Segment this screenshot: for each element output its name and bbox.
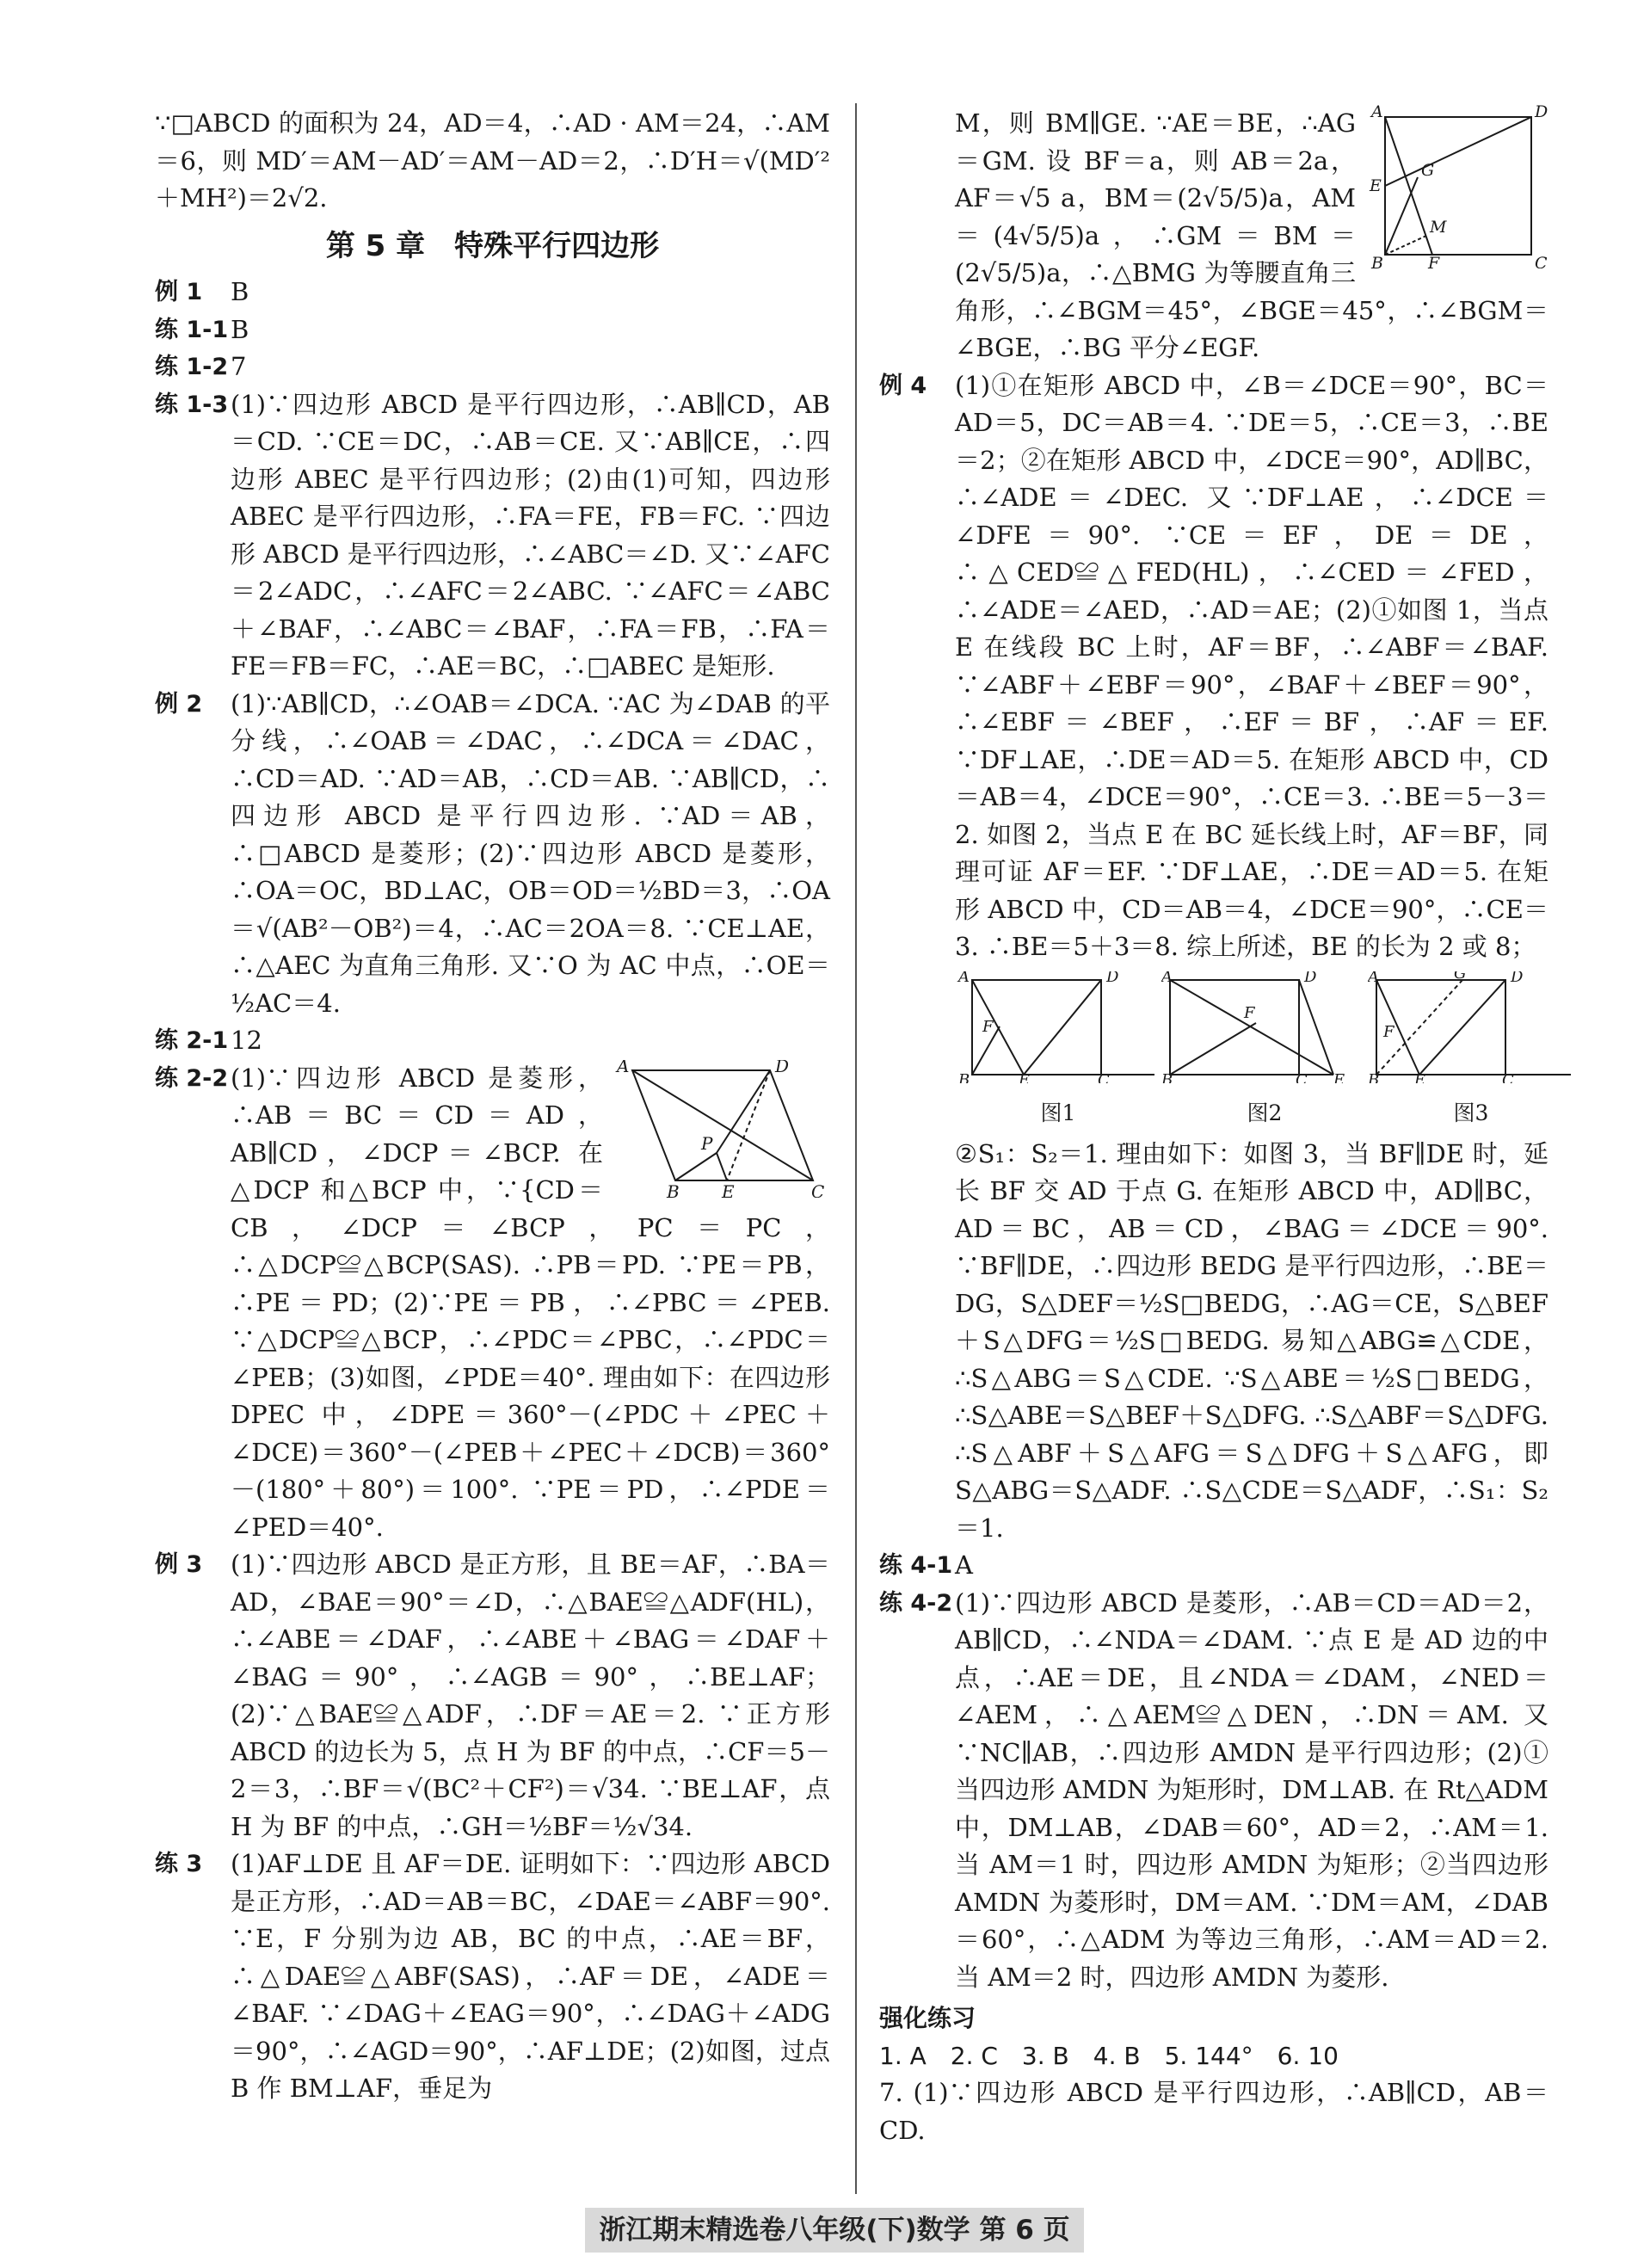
answer-item	[879, 1585, 1548, 1997]
item-text: 7	[231, 352, 247, 381]
item-text: 12	[231, 1026, 262, 1055]
label-d: D	[1535, 105, 1548, 121]
item-label: 练 1-3	[155, 391, 229, 418]
label-a: A	[617, 1059, 630, 1076]
figure-2	[1161, 971, 1368, 1132]
square-outline	[1385, 117, 1531, 255]
intro-paragraph: ∵□ABCD 的面积为 24，AD＝4，∴AD · AM＝24，∴AM＝6，则 MD′＝AM－AD′＝AM－AD＝2，∴D′H＝√(MD′²＋MH²)＝2√2.	[155, 108, 830, 213]
item-text: B	[231, 314, 249, 344]
item-label: 例 4	[879, 372, 927, 399]
segment-pb	[675, 1153, 717, 1180]
svg-text:A: A	[958, 971, 970, 986]
figure-caption: 图1	[1040, 1100, 1076, 1125]
svg-text:F: F	[982, 1017, 994, 1036]
diagonal-ac	[632, 1070, 813, 1180]
answer-item	[155, 1546, 830, 1846]
item-label: 练 3	[155, 1851, 203, 1877]
item-text-part2: ②S₁：S₂＝1. 理由如下：如图 3，当 BF∥DE 时，延长 BF 交 AD 于点 G. 在矩形 ABCD 中，AD∥BC，AD＝BC，AB＝CD，∠BAG＝∠DCE＝90°. ∵BF∥DE，∴四边形 BEDG 是平行四边形，∴BE＝DG，S△DEF＝½S□BEDG，∴AG＝CE，S△BEF＋S△DFG＝½S□BEDG. 易知△ABG≌△CDE，∴S△ABG＝S△CDE. ∵S△ABE＝½S□BEDG，∴S△ABE＝S△BEF＋S△DFG. ∴S△ABF＝S△DFG. ∴S△ABF＋S△AFG＝S△DFG＋S△AFG，即 S△ABG＝S△ADF. ∴S△CDE＝S△ADF，∴S₁：S₂＝1.	[955, 1138, 1548, 1543]
practice-title: 强化练习	[879, 2004, 976, 2032]
item-text: (1)①在矩形 ABCD 中，∠B＝∠DCE＝90°，BC＝AD＝5，DC＝AB＝4. ∵DE＝5，∴CE＝3，∴BE＝2；②在矩形 ABCD 中，∠DCE＝90°，AD∥BC，∴∠ADE＝∠DEC. 又∵DF⊥AE，∴∠DCE＝∠DFE＝90°. ∵CE＝EF，DE＝DE，∴△CED≌△FED(HL)，∴∠CED＝∠FED，∴∠ADE＝∠AED，∴AD＝AE；(2)①如图 1，当点 E 在线段 BC 上时，AF＝BF，∴∠ABF＝∠BAF. ∵∠ABF＋∠EBF＝90°，∠BAF＋∠BEF＝90°，∴∠EBF＝∠BEF，∴EF＝BF，∴AF＝EF. ∵DF⊥AE，∴DE＝AD＝5. 在矩形 ABCD 中，CD＝AB＝4，∠DCE＝90°，∴CE＝3. ∴BE＝5－3＝2. 如图 2，当点 E 在 BC 延长线上时，AF＝BF，同理可证 AF＝EF. ∵DF⊥AE，∴DE＝AD＝5. 在矩形 ABCD 中，CD＝AB＝4，∠DCE＝90°，∴CE＝3. ∴BE＝5＋3＝8. 综上所述，BE 的长为 2 或 8；	[955, 370, 1548, 961]
continuation-paragraph	[879, 105, 1548, 367]
item-label: 练 1-2	[155, 354, 229, 380]
answer-item	[879, 1547, 1548, 1585]
segment-af	[1385, 117, 1435, 255]
item-label: 练 4-2	[879, 1589, 953, 1617]
item-text: (1)∵四边形 ABCD 是平行四边形，∴AB∥CD，AB＝CD. ∵CE＝DC，∴AB＝CE. 又∵AB∥CE，∴四边形 ABEC 是平行四边形；(2)由(1)可知，四边形 ABEC 是平行四边形，∴FA＝FE，FB＝FC. ∵四边形 ABCD 是平行四边形，∴∠ABC＝∠D. 又∵∠AFC＝2∠ADC，∴∠AFC＝2∠ABC. ∵∠AFC＝∠ABC＋∠BAF，∴∠ABC＝∠BAF，∴FA＝FB，∴FA＝FE＝FB＝FC，∴AE＝BC，∴□ABEC 是矩形.	[231, 389, 830, 681]
item-text: (1)∵四边形 ABCD 是菱形，∴AB＝BC＝CD＝AD，AB∥CD，∠DCP＝∠BCP. 在△DCP 和△BCP 中，∵{CD＝CB，∠DCP＝∠BCP，PC＝PC，∴△DCP≌△BCP(SAS). ∴PB＝PD. ∵PE＝PB，∴PE＝PD；(2)∵PE＝PB，∴∠PBC＝∠PEB. ∵△DCP≌△BCP，∴∠PDC＝∠PBC，∴∠PDC＝∠PEB；(3)如图，∠PDE＝40°. 理由如下：在四边形 DPEC 中，∠DPE＝360°－(∠PDC＋∠PEC＋∠DCE)＝360°－(∠PEB＋∠PEC＋∠DCB)＝360°－(180°＋80°)＝100°. ∵PE＝PD，∴∠PDE＝∠PED＝40°.	[231, 1063, 830, 1542]
question-7: 7. (1)∵四边形 ABCD 是平行四边形，∴AB∥CD，AB＝CD.	[879, 2078, 1548, 2145]
svg-text:C: C	[1296, 1070, 1308, 1083]
figure-1-drawing	[955, 971, 1161, 1083]
left-column	[155, 105, 830, 2108]
answer-item	[155, 348, 830, 386]
answer-item	[155, 1060, 830, 1547]
item-label: 例 2	[155, 690, 203, 718]
answer-item	[155, 1022, 830, 1060]
item-text: B	[231, 277, 249, 306]
figure-caption: 图2	[1247, 1100, 1283, 1125]
answer-item	[155, 386, 830, 686]
answer-item	[155, 274, 830, 311]
segment-pe	[717, 1153, 727, 1180]
svg-text:C: C	[1098, 1070, 1110, 1083]
item-text: (1)AF⊥DE 且 AF＝DE. 证明如下：∵四边形 ABCD 是正方形，∴AD＝AB＝BC，∠DAE＝∠ABF＝90°. ∵E，F 分别为边 AB，BC 的中点，∴AE＝BF，∴△DAE≌△ABF(SAS)，∴AF＝DE，∠ADE＝∠BAF. ∵∠DAG＋∠EAG＝90°，∴∠DAG＋∠ADG＝90°，∴∠AGD＝90°，∴AF⊥DE；(2)如图，过点 B 作 BM⊥AF，垂足为	[231, 1849, 830, 2103]
svg-text:D: D	[1304, 971, 1317, 986]
item-text: (1)∵四边形 ABCD 是正方形，且 BE＝AF，∴BA＝AD，∠BAE＝90°＝∠D，∴△BAE≌△ADF(HL)，∴∠ABE＝∠DAF，∴∠ABE＋∠BAG＝∠DAF＋∠BAG＝90°，∴∠AGB＝90°，∴BE⊥AF；(2)∵△BAE≌△ADF，∴DF＝AE＝2. ∵正方形 ABCD 的边长为 5，点 H 为 BF 的中点，∴CF＝5－2＝3，∴BF＝√(BC²＋CF²)＝√34. ∵BE⊥AF，点 H 为 BF 的中点，∴GH＝½BF＝½√34.	[231, 1550, 830, 1841]
figure-caption: 图3	[1453, 1100, 1489, 1125]
label-m: M	[1430, 218, 1447, 237]
svg-text:D: D	[1106, 971, 1119, 986]
continuation-text: M，则 BM∥GE. ∵AE＝BE，∴AG＝GM. 设 BF＝a，则 AB＝2a，AF＝√5 a，BM＝(2√5/5)a，AM＝(4√5/5)a，∴GM＝BM＝(2√5/5)a，∴△BMG 为等腰直角三角形，∴∠BGM＝45°，∠BGE＝45°，∴∠BGM＝∠BGE，∴BG 平分∠EGF.	[955, 108, 1548, 362]
segment-dp	[717, 1070, 770, 1153]
figure-row	[955, 971, 1548, 1132]
svg-text:E: E	[1414, 1070, 1426, 1083]
answer-item	[155, 686, 830, 1023]
item-label: 练 2-1	[155, 1027, 229, 1054]
practice-answers: 1. A 2. C 3. B 4. B 5. 144° 6. 10	[879, 2041, 1339, 2070]
item-text: A	[955, 1550, 973, 1580]
label-e: E	[1370, 176, 1382, 195]
label-a: A	[1371, 105, 1383, 121]
label-g: G	[1421, 161, 1435, 180]
answer-item	[879, 367, 1548, 1548]
svg-text:E: E	[1333, 1070, 1345, 1083]
item-text: (1)∵四边形 ABCD 是菱形，∴AB＝CD＝AD＝2，AB∥CD，∴∠NDA＝∠DAM. ∵点 E 是 AD 边的中点，∴AE＝DE，且∠NDA＝∠DAM，∠NED＝∠AEM，∴△AEM≌△DEN，∴DN＝AM. 又∵NC∥AB，∴四边形 AMDN 是平行四边形；(2)①当四边形 AMDN 为矩形时，DM⊥AB. 在 Rt△ADM 中，DM⊥AB，∠DAB＝60°，AD＝2，∴AM＝1. 当 AM＝1 时，四边形 AMDN 为矩形；②当四边形 AMDN 为菱形时，DM＝AM. ∵DM＝AM，∠DAB＝60°，∴△ADM 为等边三角形，∴AM＝AD＝2. 当 AM＝2 时，四边形 AMDN 为菱形.	[955, 1587, 1548, 1992]
figure-3	[1368, 971, 1574, 1132]
label-b: B	[1371, 254, 1383, 268]
segment-de	[1385, 117, 1531, 186]
item-label: 练 2-2	[155, 1064, 229, 1092]
page-footer: 浙江期末精选卷八年级(下)数学 第 6 页	[585, 2208, 1084, 2253]
svg-text:A: A	[1161, 971, 1173, 986]
svg-text:F: F	[1383, 1022, 1394, 1041]
label-c: C	[1535, 254, 1548, 268]
label-f: F	[1428, 254, 1440, 268]
svg-text:E: E	[1019, 1070, 1031, 1083]
rhombus-figure	[615, 1060, 830, 1198]
figure-2-drawing	[1161, 971, 1368, 1083]
label-e: E	[722, 1180, 735, 1198]
svg-text:F: F	[1244, 1003, 1255, 1022]
figure-3-drawing	[1368, 971, 1574, 1083]
segment-bg	[1385, 177, 1418, 255]
item-label: 例 1	[155, 279, 203, 305]
svg-text:B: B	[1368, 1070, 1380, 1083]
label-c: C	[811, 1180, 825, 1198]
svg-text:B: B	[958, 1070, 970, 1083]
svg-text:A: A	[1368, 971, 1379, 986]
chapter-title: 第 5 章 特殊平行四边形	[325, 228, 660, 263]
right-column	[879, 105, 1548, 2149]
figure-1	[955, 971, 1161, 1132]
label-p: P	[701, 1132, 713, 1154]
item-label: 练 1-1	[155, 316, 229, 343]
square-figure	[1368, 105, 1548, 268]
answer-item	[155, 311, 830, 349]
label-b: B	[667, 1180, 680, 1198]
label-d: D	[775, 1059, 790, 1076]
item-label: 练 4-1	[879, 1552, 953, 1579]
svg-text:D: D	[1511, 971, 1524, 986]
item-label: 例 3	[155, 1551, 203, 1578]
svg-text:B: B	[1161, 1070, 1173, 1083]
column-divider	[855, 103, 857, 2194]
answer-item	[155, 1846, 830, 2108]
item-text: (1)∵AB∥CD，∴∠OAB＝∠DCA. ∵AC 为∠DAB 的平分线，∴∠OAB＝∠DAC，∴∠DCA＝∠DAC，∴CD＝AD. ∵AD＝AB，∴CD＝AB. ∵AB∥CD，∴四边形 ABCD 是平行四边形. ∵AD＝AB，∴□ABCD 是菱形；(2)∵四边形 ABCD 是菱形，∴OA＝OC，BD⊥AC，OB＝OD＝½BD＝3，∴OA＝√(AB²－OB²)＝4，∴AC＝2OA＝8. ∵CE⊥AE，∴△AEC 为直角三角形. 又∵O 为 AC 中点，∴OE＝½AC＝4.	[231, 688, 830, 1018]
svg-text:G: G	[1454, 971, 1467, 983]
svg-text:C: C	[1502, 1070, 1514, 1083]
